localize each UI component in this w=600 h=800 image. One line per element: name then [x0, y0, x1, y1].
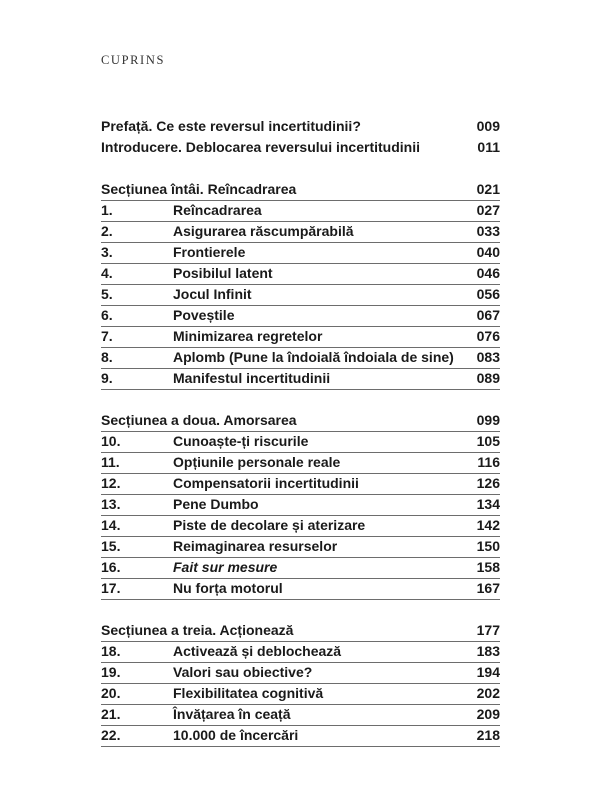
- toc-section-heading[interactable]: [101, 410, 500, 432]
- page-number: 083: [476, 349, 500, 365]
- toc-chapter-entry[interactable]: [101, 557, 500, 579]
- page-number: 177: [476, 622, 500, 638]
- toc-chapter-entry[interactable]: [101, 200, 500, 222]
- toc-chapter-entry[interactable]: [101, 284, 500, 306]
- page-number: 033: [476, 223, 500, 239]
- chapter-title: 10.000 de încercări: [173, 727, 299, 743]
- section-title: Secțiunea a treia. Acționează: [101, 622, 294, 638]
- chapter-number: 21.: [101, 706, 121, 722]
- page-number: 126: [476, 475, 500, 491]
- page-number: 158: [476, 559, 500, 575]
- page-number: 009: [476, 118, 500, 134]
- page-number: 099: [476, 412, 500, 428]
- chapter-title: Piste de decolare și aterizare: [173, 517, 366, 533]
- toc-chapter-entry[interactable]: [101, 305, 500, 327]
- toc-section-heading[interactable]: [101, 620, 500, 642]
- page-number: 089: [476, 370, 500, 386]
- page-number: 202: [476, 685, 500, 701]
- chapter-number: 16.: [101, 559, 121, 575]
- page-number: 046: [476, 265, 500, 281]
- chapter-title: Activează și deblochează: [173, 643, 342, 659]
- toc-chapter-entry[interactable]: [101, 221, 500, 243]
- toc-chapter-entry[interactable]: [101, 578, 500, 600]
- chapter-number: 14.: [101, 517, 121, 533]
- toc-chapter-entry[interactable]: [101, 704, 500, 726]
- toc-section-heading[interactable]: [101, 179, 500, 201]
- chapter-number: 4.: [101, 265, 113, 281]
- chapter-title: Nu forța motorul: [173, 580, 283, 596]
- chapter-title: Cunoaște-ți riscurile: [173, 433, 309, 449]
- chapter-number: 10.: [101, 433, 121, 449]
- page-number: 194: [476, 664, 500, 680]
- page-number: 105: [476, 433, 500, 449]
- toc-chapter-entry[interactable]: [101, 494, 500, 516]
- page-number: 134: [476, 496, 500, 512]
- page-number: 076: [476, 328, 500, 344]
- chapter-title: Minimizarea regretelor: [173, 328, 323, 344]
- chapter-title: Jocul Infinit: [173, 286, 252, 302]
- chapter-title: Reîncadrarea: [173, 202, 262, 218]
- toc-chapter-entry[interactable]: [101, 662, 500, 684]
- chapter-number: 19.: [101, 664, 121, 680]
- toc-chapter-entry[interactable]: [101, 431, 500, 453]
- chapter-title: Reimaginarea resurselor: [173, 538, 338, 554]
- toc-chapter-entry[interactable]: [101, 347, 500, 369]
- chapter-number: 15.: [101, 538, 121, 554]
- chapter-number: 11.: [101, 454, 120, 470]
- toc-chapter-entry[interactable]: [101, 683, 500, 705]
- chapter-title: Învățarea în ceață: [173, 706, 291, 722]
- chapter-title: Manifestul incertitudinii: [173, 370, 331, 386]
- page-number: 167: [476, 580, 500, 596]
- toc-front-entry[interactable]: [101, 116, 500, 137]
- page-number: 218: [476, 727, 500, 743]
- toc-chapter-entry[interactable]: [101, 473, 500, 495]
- chapter-number: 8.: [101, 349, 113, 365]
- page-number: 056: [476, 286, 500, 302]
- toc-chapter-entry[interactable]: [101, 536, 500, 558]
- toc-chapter-entry[interactable]: [101, 263, 500, 285]
- toc-chapter-entry[interactable]: [101, 368, 500, 390]
- chapter-number: 3.: [101, 244, 113, 260]
- chapter-title: Compensatorii incertitudinii: [173, 475, 359, 491]
- toc-chapter-entry[interactable]: [101, 242, 500, 264]
- chapter-title: Aplomb (Pune la îndoială îndoiala de sine): [173, 349, 454, 365]
- chapter-title: Fait sur mesure: [173, 559, 278, 575]
- page-number: 021: [476, 181, 500, 197]
- section-title: Secțiunea întâi. Reîncadrarea: [101, 181, 297, 197]
- page-number: 209: [476, 706, 500, 722]
- chapter-number: 20.: [101, 685, 121, 701]
- front-entry-title: Introducere. Deblocarea reversului incertitudinii: [101, 139, 420, 155]
- chapter-title: Poveștile: [173, 307, 235, 323]
- front-entry-title: Prefață. Ce este reversul incertitudinii?: [101, 118, 361, 134]
- toc-chapter-entry[interactable]: [101, 725, 500, 747]
- page-number: 116: [477, 454, 500, 470]
- chapter-title: Frontierele: [173, 244, 246, 260]
- chapter-number: 7.: [101, 328, 113, 344]
- page-number: 067: [476, 307, 500, 323]
- chapter-number: 6.: [101, 307, 113, 323]
- page-number: 040: [476, 244, 500, 260]
- page-number: 183: [476, 643, 500, 659]
- chapter-number: 12.: [101, 475, 121, 491]
- chapter-title: Valori sau obiective?: [173, 664, 313, 680]
- toc-chapter-entry[interactable]: [101, 515, 500, 537]
- chapter-number: 18.: [101, 643, 121, 659]
- chapter-title: Asigurarea răscumpărabilă: [173, 223, 354, 239]
- toc-chapter-entry[interactable]: [101, 452, 500, 474]
- chapter-number: 1.: [101, 202, 113, 218]
- page-number: 011: [477, 139, 500, 155]
- chapter-title: Pene Dumbo: [173, 496, 259, 512]
- page-number: 142: [476, 517, 500, 533]
- chapter-number: 5.: [101, 286, 113, 302]
- section-title: Secțiunea a doua. Amorsarea: [101, 412, 297, 428]
- chapter-title: Flexibilitatea cognitivă: [173, 685, 324, 701]
- toc-front-entry[interactable]: [101, 137, 500, 158]
- chapter-title: Posibilul latent: [173, 265, 273, 281]
- chapter-number: 17.: [101, 580, 121, 596]
- toc-header: CUPRINS: [101, 53, 165, 67]
- chapter-title: Opțiunile personale reale: [173, 454, 341, 470]
- chapter-number: 22.: [101, 727, 121, 743]
- chapter-number: 9.: [101, 370, 113, 386]
- toc-chapter-entry[interactable]: [101, 326, 500, 348]
- page-number: 027: [476, 202, 500, 218]
- chapter-number: 13.: [101, 496, 121, 512]
- page-number: 150: [476, 538, 500, 554]
- toc-chapter-entry[interactable]: [101, 641, 500, 663]
- chapter-number: 2.: [101, 223, 113, 239]
